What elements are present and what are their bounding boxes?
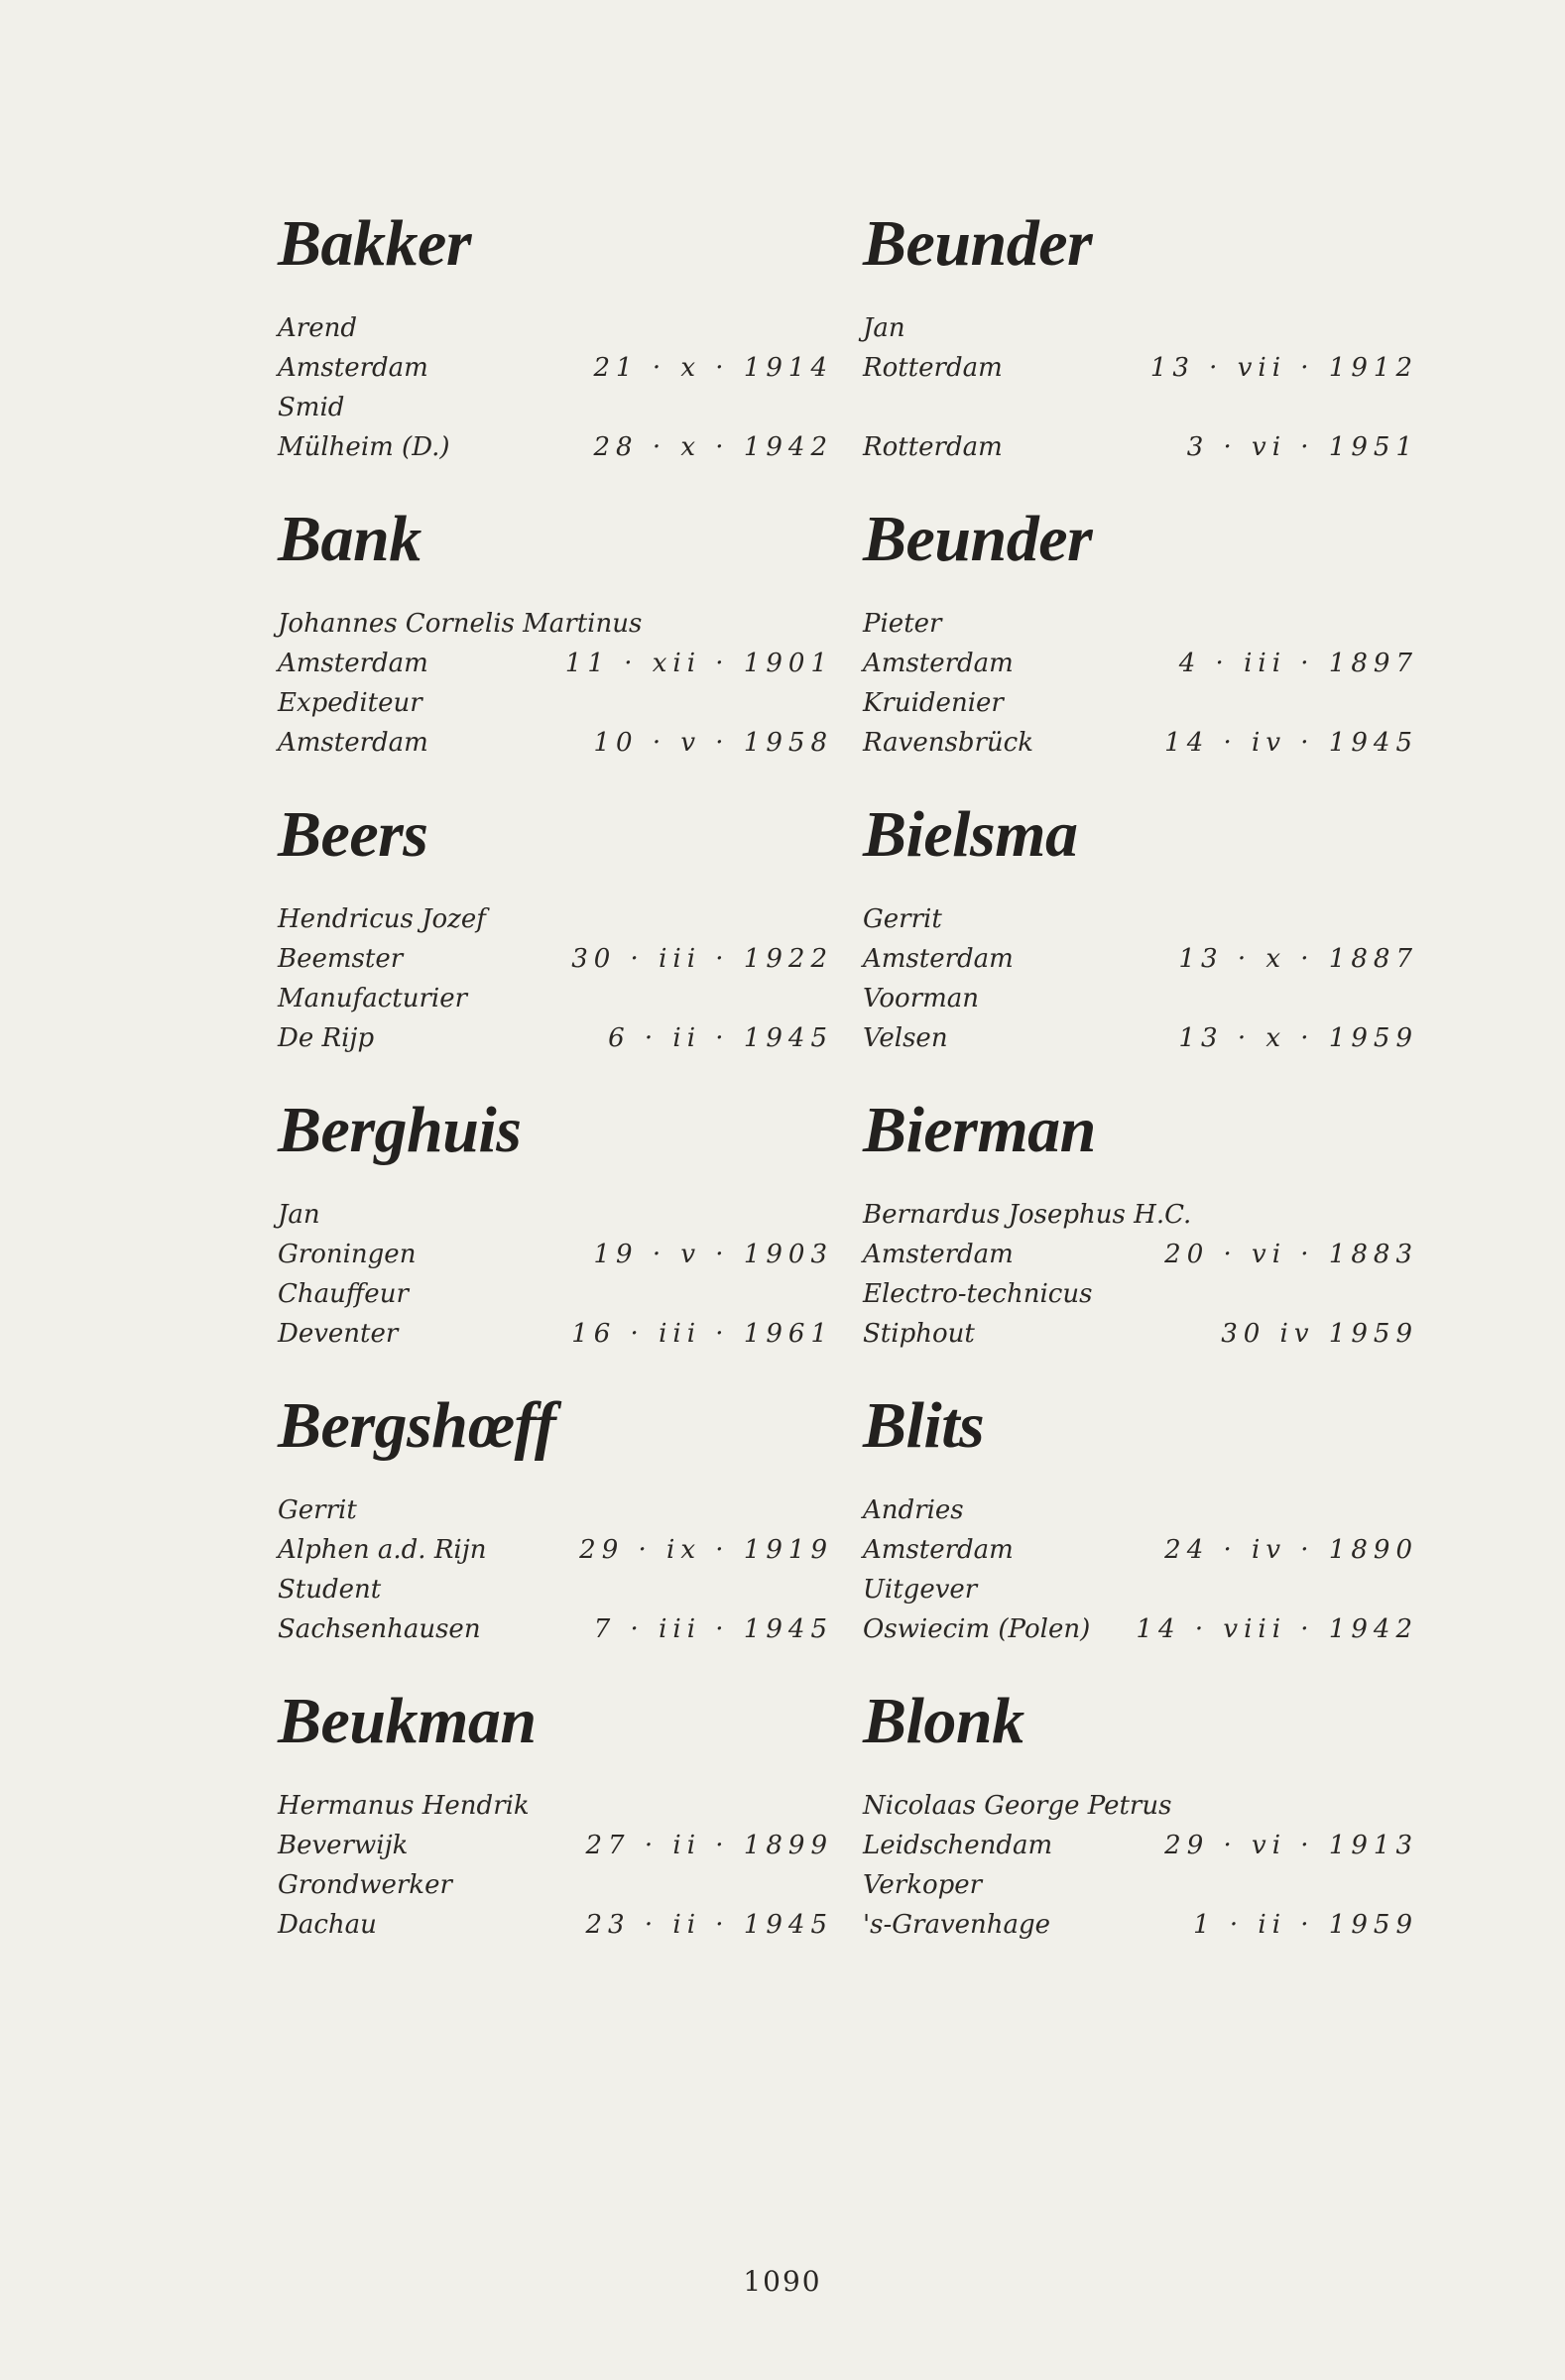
birth-place: Amsterdam	[863, 649, 1014, 678]
given-names: Hermanus Hendrik	[278, 1791, 530, 1821]
given-names: Johannes Cornelis Martinus	[278, 609, 643, 639]
death-date: 16 · iii · 1961	[571, 1319, 833, 1349]
death-place: De Rijp	[278, 1023, 375, 1053]
death-date: 10 · v · 1958	[593, 728, 833, 758]
surname: Bergshœff	[278, 1389, 556, 1462]
birth-date: 29 · ix · 1919	[579, 1535, 833, 1565]
death-date: 28 · x · 1942	[593, 432, 833, 462]
entry	[863, 1375, 1418, 1671]
occupation-line	[278, 1274, 833, 1314]
birth-place: Beemster	[278, 944, 404, 974]
death-date: 30 iv 1959	[1221, 1319, 1418, 1349]
surname: Bierman	[863, 1094, 1096, 1166]
occupation-line	[278, 979, 833, 1018]
birth-place: Amsterdam	[278, 649, 428, 678]
birth-place: Beverwijk	[278, 1831, 409, 1860]
birth-date: 4 · iii · 1897	[1178, 649, 1418, 678]
given-names: Gerrit	[863, 904, 942, 934]
given-names-line	[278, 604, 833, 644]
entry	[278, 1671, 833, 1966]
birth-date: 20 · vi · 1883	[1164, 1240, 1418, 1269]
occupation-line	[863, 1274, 1418, 1314]
death-place: Mülheim (D.)	[278, 432, 450, 462]
surname: Bielsma	[863, 798, 1078, 871]
entry	[863, 193, 1418, 489]
occupation: Uitgever	[863, 1575, 978, 1605]
birth-place: Alphen a.d. Rijn	[278, 1535, 487, 1565]
death-line	[863, 1905, 1418, 1945]
given-names: Pieter	[863, 609, 942, 639]
given-names-line	[278, 899, 833, 939]
occupation-line	[278, 1865, 833, 1905]
birth-date: 13 · x · 1887	[1178, 944, 1418, 974]
surname: Bakker	[278, 207, 471, 280]
entry	[863, 784, 1418, 1080]
death-line	[278, 1609, 833, 1649]
birth-line	[863, 1235, 1418, 1274]
surname: Blits	[863, 1389, 985, 1462]
given-names-line	[863, 1195, 1418, 1235]
given-names-line	[278, 308, 833, 348]
birth-place: Rotterdam	[863, 353, 1003, 383]
given-names-line	[863, 899, 1418, 939]
occupation: Expediteur	[278, 688, 422, 718]
surname: Bank	[278, 503, 421, 575]
occupation-line	[863, 1570, 1418, 1609]
death-line	[278, 723, 833, 763]
occupation-line	[278, 388, 833, 427]
occupation-line	[278, 1570, 833, 1609]
death-place: 's-Gravenhage	[863, 1910, 1051, 1940]
death-line	[863, 1609, 1418, 1649]
occupation-line	[278, 683, 833, 723]
given-names: Bernardus Josephus H.C.	[863, 1200, 1192, 1230]
birth-place: Amsterdam	[863, 1240, 1014, 1269]
birth-date: 19 · v · 1903	[593, 1240, 833, 1269]
death-line	[278, 427, 833, 467]
given-names-line	[278, 1490, 833, 1530]
given-names-line	[863, 604, 1418, 644]
entry	[278, 1375, 833, 1671]
death-date: 14 · iv · 1945	[1164, 728, 1418, 758]
death-line	[863, 723, 1418, 763]
death-place: Amsterdam	[278, 728, 428, 758]
occupation: Smid	[278, 393, 345, 422]
death-place: Stiphout	[863, 1319, 975, 1349]
surname: Beunder	[863, 207, 1093, 280]
death-line	[278, 1018, 833, 1058]
death-date: 23 · ii · 1945	[585, 1910, 833, 1940]
occupation: Kruidenier	[863, 688, 1004, 718]
occupation: Student	[278, 1575, 382, 1605]
given-names-line	[278, 1195, 833, 1235]
birth-place: Amsterdam	[863, 944, 1014, 974]
death-place: Dachau	[278, 1910, 377, 1940]
death-date: 1 · ii · 1959	[1193, 1910, 1418, 1940]
birth-line	[278, 939, 833, 979]
entry	[863, 489, 1418, 784]
birth-line	[278, 1235, 833, 1274]
birth-line	[278, 1530, 833, 1570]
birth-line	[863, 348, 1418, 388]
birth-line	[863, 644, 1418, 683]
entry	[863, 1671, 1418, 1966]
death-place: Deventer	[278, 1319, 399, 1349]
entry	[278, 193, 833, 489]
occupation-line	[863, 979, 1418, 1018]
birth-line	[278, 644, 833, 683]
death-place: Rotterdam	[863, 432, 1003, 462]
surname: Berghuis	[278, 1094, 522, 1166]
entry	[278, 1080, 833, 1375]
given-names-line	[863, 1786, 1418, 1826]
birth-place: Leidschendam	[863, 1831, 1053, 1860]
left-column	[278, 193, 833, 1966]
birth-line	[278, 1826, 833, 1865]
occupation: Voorman	[863, 984, 980, 1013]
birth-date: 29 · vi · 1913	[1164, 1831, 1418, 1860]
death-line	[863, 1314, 1418, 1354]
surname: Blonk	[863, 1685, 1024, 1757]
occupation-line	[863, 1865, 1418, 1905]
birth-date: 24 · iv · 1890	[1164, 1535, 1418, 1565]
given-names-line	[278, 1786, 833, 1826]
birth-line	[863, 939, 1418, 979]
given-names: Jan	[863, 313, 905, 343]
entry	[863, 1080, 1418, 1375]
given-names: Jan	[278, 1200, 320, 1230]
occupation: Electro-technicus	[863, 1279, 1093, 1309]
occupation: Grondwerker	[278, 1870, 452, 1900]
surname: Beers	[278, 798, 428, 871]
occupation: Chauffeur	[278, 1279, 409, 1309]
entry	[278, 784, 833, 1080]
given-names: Andries	[863, 1495, 964, 1525]
given-names: Arend	[278, 313, 357, 343]
birth-date: 13 · vii · 1912	[1149, 353, 1418, 383]
birth-date: 27 · ii · 1899	[585, 1831, 833, 1860]
birth-line	[863, 1826, 1418, 1865]
death-line	[863, 427, 1418, 467]
given-names: Gerrit	[278, 1495, 357, 1525]
death-date: 14 · viii · 1942	[1136, 1614, 1418, 1644]
birth-place: Amsterdam	[278, 353, 428, 383]
birth-date: 11 · xii · 1901	[564, 649, 833, 678]
given-names: Nicolaas George Petrus	[863, 1791, 1172, 1821]
occupation: Manufacturier	[278, 984, 468, 1013]
birth-place: Groningen	[278, 1240, 417, 1269]
death-date: 3 · vi · 1951	[1186, 432, 1418, 462]
given-names: Hendricus Jozef	[278, 904, 486, 934]
occupation: Verkoper	[863, 1870, 983, 1900]
birth-date: 30 · iii · 1922	[571, 944, 833, 974]
death-date: 6 · ii · 1945	[608, 1023, 833, 1053]
given-names-line	[863, 308, 1418, 348]
birth-line	[863, 1530, 1418, 1570]
surname: Beukman	[278, 1685, 537, 1757]
given-names-line	[863, 1490, 1418, 1530]
death-line	[278, 1905, 833, 1945]
birth-line	[278, 348, 833, 388]
death-date: 7 · iii · 1945	[593, 1614, 833, 1644]
right-column	[863, 193, 1418, 1966]
death-place: Velsen	[863, 1023, 948, 1053]
death-place: Ravensbrück	[863, 728, 1033, 758]
occupation-line	[863, 683, 1418, 723]
page-number: 1090	[743, 2265, 822, 2298]
death-date: 13 · x · 1959	[1178, 1023, 1418, 1053]
death-line	[278, 1314, 833, 1354]
entry	[278, 489, 833, 784]
death-line	[863, 1018, 1418, 1058]
occupation-line	[863, 388, 1418, 427]
birth-date: 21 · x · 1914	[593, 353, 833, 383]
birth-place: Amsterdam	[863, 1535, 1014, 1565]
surname: Beunder	[863, 503, 1093, 575]
death-place: Oswiecim (Polen)	[863, 1614, 1091, 1644]
death-place: Sachsenhausen	[278, 1614, 481, 1644]
